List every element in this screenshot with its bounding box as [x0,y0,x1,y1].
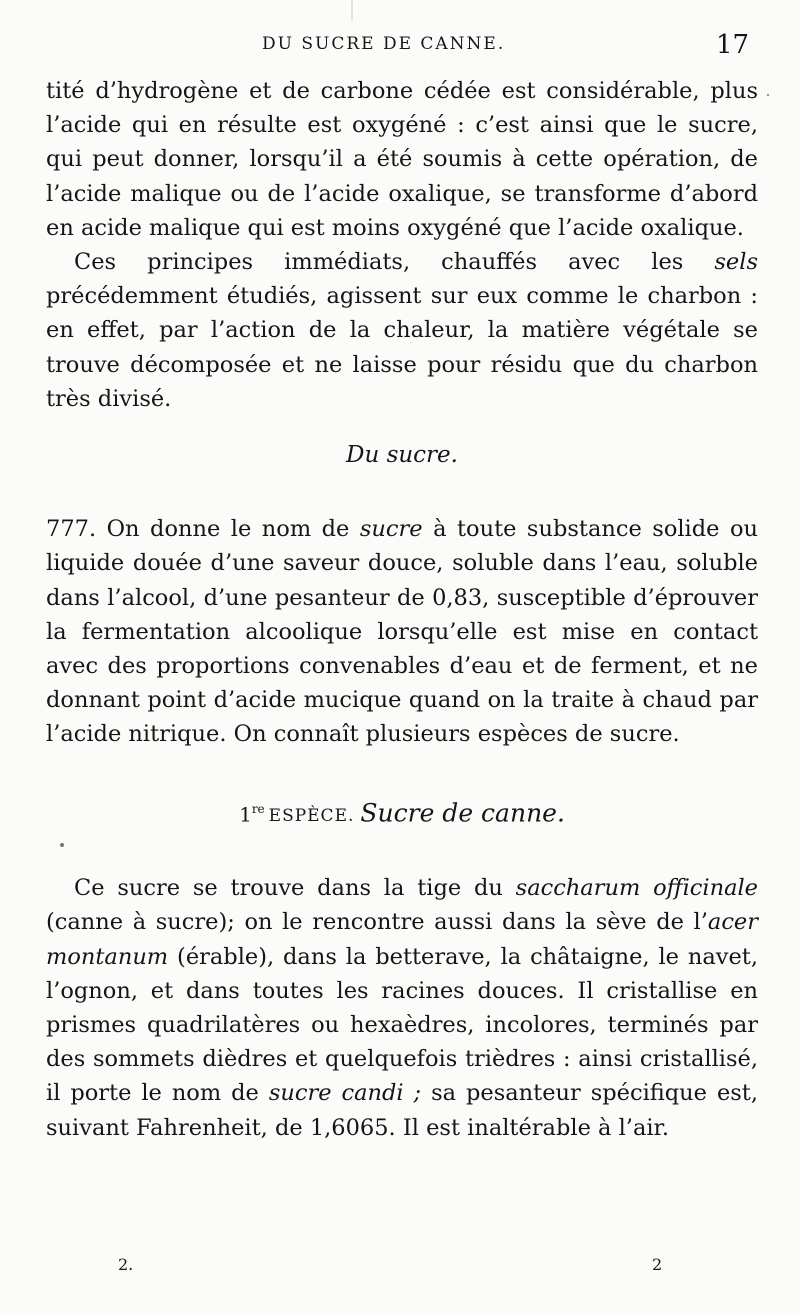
species-name: Sucre de canne. [360,797,565,827]
text-run: Ce sucre se trouve dans la tige du [74,875,516,902]
paragraph-number: 777. [46,516,97,543]
text-run: (canne à sucre); on le rencontre aussi dans la sève de l’ [46,909,708,936]
text-run: précédemment étudiés, agissent sur eux comme le charbon : en effet, par l’action de la chaleur, la matière végétale se trouve décomposée et ne laisse pour résidu que du charbon très divisé. [46,283,758,412]
italic-term: sucre candi ; [268,1080,422,1107]
paragraph-continuation: tité d’hydrogène et de carbone cédée est considérable, plus l’acide qui en résulte est oxygéné : c’est ainsi que le sucre, qui peut donner, lorsqu’il a été soumis à cette opération, de l’acide malique ou de l’acide oxalique, se transforme d’abord en acide malique qui est moins oxygéné que l’acide oxalique. [46,78,758,241]
text-run: (érable), dans la betterave, la châtaigne, le navet, l’ognon, et dans toutes les racines douces. Il cristallise en prismes quadrilatères ou hexaèdres, incolores, terminés par des sommets dièdres et quelquefois trièdres : ainsi cristallisé, il porte le nom de [46,943,758,1107]
species-ordinal-suffix: re [251,801,265,816]
species-number: 1 [239,801,252,826]
text-run: On donne le nom de [96,516,360,543]
italic-term: sels [714,249,758,276]
text-run: Ces principes immédiats, chauffés avec les [74,249,715,276]
paragraph-777 [46,512,758,751]
italic-term: acer montanum [46,909,758,970]
signature-mark-right: 2 [652,1255,663,1274]
running-title: DU SUCRE DE CANNE. [262,34,506,54]
signature-mark-left: 2. [118,1255,134,1274]
section-heading-du-sucre: Du sucre. [346,442,458,469]
paragraph-principes [46,245,758,416]
paragraph-sucre-de-canne [46,871,758,1145]
ink-speck [767,94,769,96]
running-head [0,30,800,64]
species-label: ESPÈCE. [268,805,355,826]
species-heading [46,792,758,834]
italic-term: saccharum officinale [515,875,759,902]
text-run: à toute substance solide ou liquide douée d’une saveur douce, soluble dans l’eau, soluble dans l’alcool, d’une pesanteur de 0,83, susceptible d’éprouver la fermentation alcoolique lorsqu’elle est mise en contact avec des proportions convenables d’eau et de ferment, et ne donnant point d’acide mucique quand on la traite à chaud par l’acide nitrique. On connaît plusieurs espèces de sucre. [46,516,759,748]
text-run: sa pesanteur spécifique est, suivant Fahrenheit, de 1,6065. Il est inaltérable à l’air. [46,1080,758,1141]
page-footer [0,1255,800,1285]
italic-term: sucre [359,516,423,543]
page-body [46,74,758,1145]
page-number: 17 [716,30,750,60]
